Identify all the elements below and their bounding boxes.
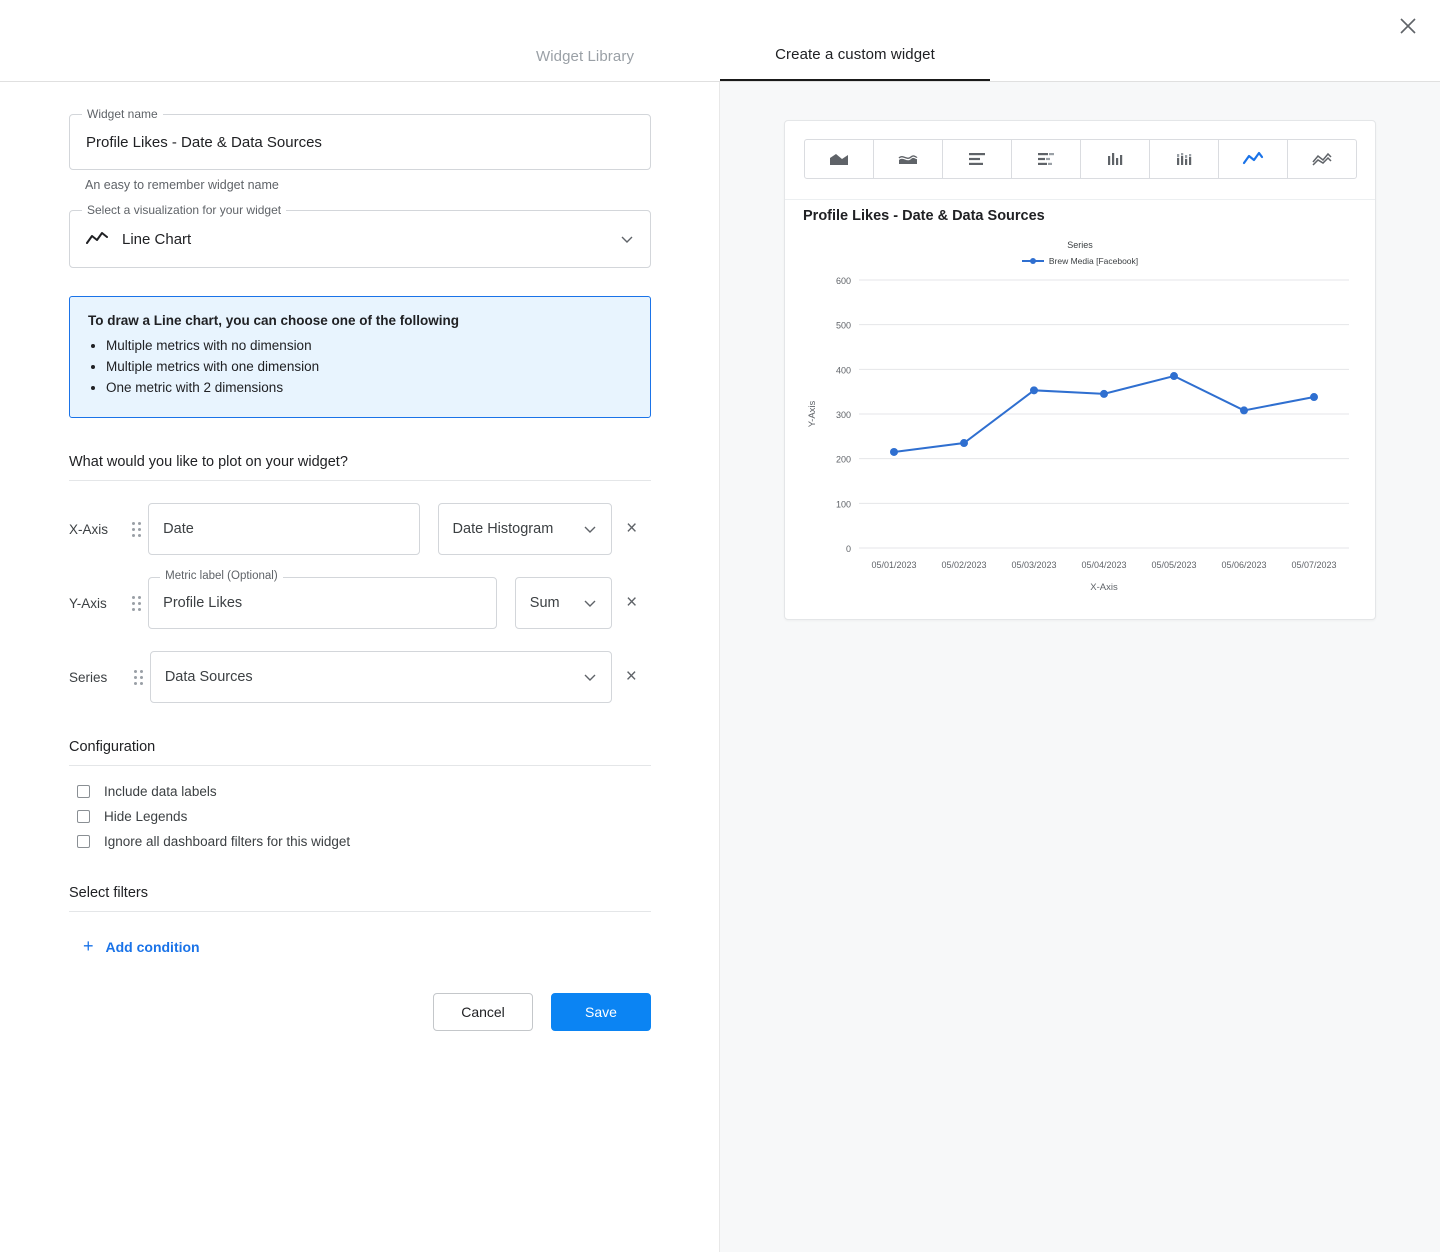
svg-text:500: 500 xyxy=(835,320,851,331)
chevron-down-icon xyxy=(620,232,634,246)
svg-text:0: 0 xyxy=(845,544,851,554)
widget-name-input[interactable] xyxy=(69,107,651,170)
legend-marker-icon xyxy=(1022,260,1044,262)
chart-legend-title: Series xyxy=(1067,240,1093,250)
legend-entry-label: Brew Media [Facebook] xyxy=(1048,256,1139,266)
svg-text:X-Axis: X-Axis xyxy=(1090,582,1118,593)
chart-hint-title: To draw a Line chart, you can choose one of the following xyxy=(88,313,460,328)
chart-hint-box xyxy=(69,296,651,418)
plot-section-title: What would you like to plot on your widget? xyxy=(69,454,651,481)
y-axis-label: Y-Axis xyxy=(69,595,107,611)
cancel-button[interactable]: Cancel xyxy=(433,993,533,1031)
series-dimension-value: Data Sources xyxy=(164,669,253,685)
checkbox-ignore-dashboard-filters[interactable] xyxy=(69,834,651,849)
multi-line-chart-icon[interactable] xyxy=(1287,139,1357,179)
svg-text:05/04/2023: 05/04/2023 xyxy=(1081,560,1127,570)
stacked-horizontal-bar-chart-icon[interactable] xyxy=(1011,139,1081,179)
preview-pane xyxy=(720,82,1440,1252)
x-axis-dimension-input[interactable] xyxy=(148,503,419,555)
remove-x-axis-button[interactable]: × xyxy=(626,518,638,539)
plot-row-x-axis xyxy=(69,503,651,555)
visualization-label: Select a visualization for your widget xyxy=(82,203,286,217)
chart-hint-item: • Multiple metrics with no dimension xyxy=(106,336,632,355)
add-condition-button[interactable] xyxy=(83,936,200,957)
series-dimension-select[interactable] xyxy=(150,651,612,703)
plot-row-series xyxy=(69,651,651,703)
chart-hint-item: • One metric with 2 dimensions xyxy=(106,378,632,397)
tab-widget-library[interactable]: Widget Library xyxy=(535,48,635,65)
x-axis-dimension-value: Date xyxy=(163,521,194,537)
x-axis-function-select[interactable] xyxy=(438,503,613,555)
y-axis-metric-value: Profile Likes xyxy=(163,595,243,611)
save-button[interactable]: Save xyxy=(551,993,651,1031)
svg-text:100: 100 xyxy=(835,499,851,510)
checkbox-icon[interactable] xyxy=(77,785,90,798)
drag-handle-icon[interactable] xyxy=(125,522,148,537)
svg-text:05/02/2023: 05/02/2023 xyxy=(941,560,987,570)
visualization-select[interactable] xyxy=(69,203,651,268)
column-chart-icon[interactable] xyxy=(1080,139,1150,179)
drag-handle-icon[interactable] xyxy=(125,596,148,611)
area-chart-icon[interactable] xyxy=(804,139,874,179)
checkbox-label: Ignore all dashboard filters for this widget xyxy=(104,834,351,849)
line-chart-icon[interactable] xyxy=(1218,139,1288,179)
svg-text:600: 600 xyxy=(835,276,851,286)
remove-y-axis-button[interactable]: × xyxy=(626,592,638,613)
remove-series-button[interactable]: × xyxy=(625,666,637,687)
svg-text:300: 300 xyxy=(835,410,851,420)
visualization-value: Line Chart xyxy=(122,230,192,248)
line-chart-svg xyxy=(799,266,1363,596)
x-axis-function-value: Date Histogram xyxy=(452,521,554,537)
visualization-type-toolbar xyxy=(785,121,1375,197)
preview-widget-title: Profile Likes - Date & Data Sources xyxy=(785,199,1375,240)
configuration-options xyxy=(69,784,651,849)
checkbox-label: Hide Legends xyxy=(104,809,188,824)
preview-chart xyxy=(785,240,1375,619)
configuration-title: Configuration xyxy=(69,739,651,766)
chevron-down-icon xyxy=(583,522,597,536)
chevron-down-icon xyxy=(583,670,597,684)
plot-row-y-axis xyxy=(69,570,651,629)
modal-header xyxy=(0,0,1440,82)
svg-text:05/06/2023: 05/06/2023 xyxy=(1221,560,1267,570)
stacked-area-chart-icon[interactable] xyxy=(873,139,943,179)
chevron-down-icon xyxy=(583,596,597,610)
y-axis-metric-input[interactable] xyxy=(148,570,497,629)
widget-name-helper: An easy to remember widget name xyxy=(85,178,279,192)
checkbox-include-data-labels[interactable] xyxy=(69,784,651,799)
modal-body xyxy=(0,82,1440,1252)
chart-hint-item: • Multiple metrics with one dimension xyxy=(106,357,632,376)
series-label: Series xyxy=(69,669,108,685)
tab-bar xyxy=(0,0,1440,81)
y-axis-aggregation-value: Sum xyxy=(529,595,560,611)
svg-text:05/03/2023: 05/03/2023 xyxy=(1011,560,1057,570)
svg-text:400: 400 xyxy=(835,365,851,376)
svg-text:200: 200 xyxy=(835,454,851,465)
svg-text:05/01/2023: 05/01/2023 xyxy=(871,560,917,570)
chart-legend xyxy=(799,256,1361,266)
checkbox-icon[interactable] xyxy=(77,835,90,848)
drag-handle-icon[interactable] xyxy=(126,670,150,685)
horizontal-bar-chart-icon[interactable] xyxy=(942,139,1012,179)
filters-title: Select filters xyxy=(69,885,651,912)
checkbox-icon[interactable] xyxy=(77,810,90,823)
form-actions xyxy=(69,993,651,1031)
checkbox-hide-legends[interactable] xyxy=(69,809,651,824)
widget-name-label: Widget name xyxy=(82,107,163,121)
chart-hint-list xyxy=(88,336,632,397)
add-condition-label: Add condition xyxy=(105,938,200,955)
svg-text:05/07/2023: 05/07/2023 xyxy=(1291,560,1337,570)
stacked-column-chart-icon[interactable] xyxy=(1149,139,1219,179)
widget-name-value: Profile Likes - Date & Data Sources xyxy=(86,133,322,151)
plus-icon: + xyxy=(83,936,94,956)
svg-text:Y-Axis: Y-Axis xyxy=(807,400,818,428)
checkbox-label: Include data labels xyxy=(104,784,217,799)
tab-create-custom-widget[interactable]: Create a custom widget xyxy=(720,46,990,81)
widget-form-pane xyxy=(0,82,720,1252)
line-chart-icon xyxy=(86,231,108,247)
svg-text:05/05/2023: 05/05/2023 xyxy=(1151,560,1197,570)
metric-label-legend: Metric label (Optional) xyxy=(160,570,282,582)
x-axis-label: X-Axis xyxy=(69,521,109,537)
preview-card xyxy=(784,120,1376,620)
y-axis-aggregation-select[interactable] xyxy=(515,577,613,629)
close-icon[interactable] xyxy=(1390,8,1426,44)
